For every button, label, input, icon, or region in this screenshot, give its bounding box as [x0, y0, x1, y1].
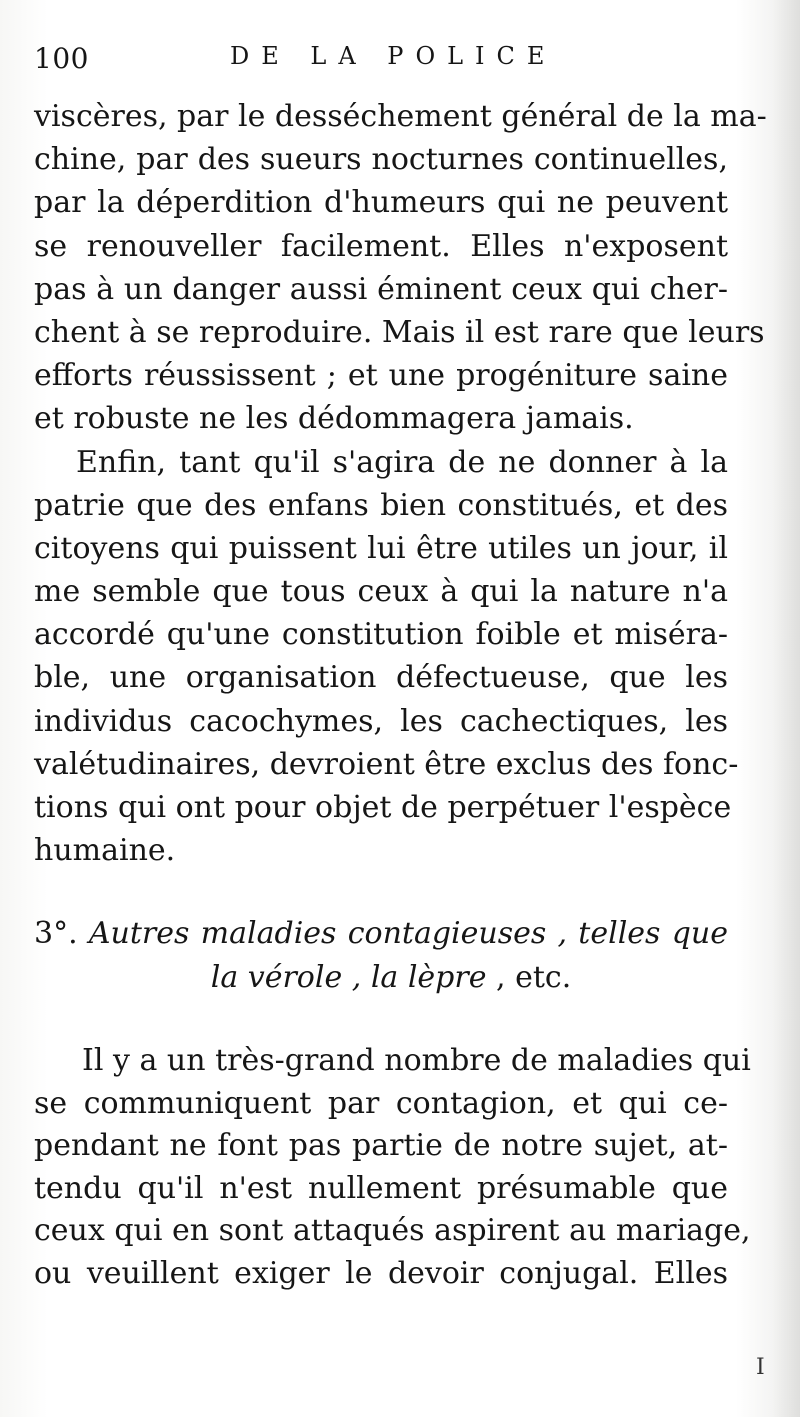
text-line: Enfin, tant qu'il s'agira de ne donner à la — [76, 444, 728, 480]
section-title-italic: Autres maladies contagieuses , telles que — [88, 916, 728, 951]
main-text — [34, 95, 767, 872]
page-header — [34, 42, 734, 82]
text-line: et robuste ne les dédommagera jamais. — [34, 401, 634, 437]
text-line: patrie que des enfans bien constitués, et des — [34, 487, 728, 523]
text-line: pas à un danger aussi éminent ceux qui cher- — [34, 271, 728, 307]
paragraph-2 — [34, 441, 739, 873]
text-line: ceux qui en sont attaqués aspirent au mariage, — [34, 1213, 751, 1249]
text-line: humaine. — [34, 833, 176, 869]
text-line: citoyens qui puissent lui être utiles un jour, il — [34, 530, 728, 566]
section-heading — [34, 912, 728, 1000]
text-line: se renouveller facilement. Elles n'exposent — [34, 228, 728, 264]
text-line: tendu qu'il n'est nullement présumable que — [34, 1170, 728, 1206]
text-line: Il y a un très-grand nombre de maladies qui — [82, 1043, 751, 1078]
text-line: me semble que tous ceux à qui la nature n'a — [34, 574, 728, 610]
text-line: chine, par des sueurs nocturnes continuelles, — [34, 142, 728, 178]
paragraph-1 — [34, 95, 767, 441]
text-line: efforts réussissent ; et une progéniture saine — [34, 358, 728, 394]
text-line: se communiquent par contagion, et qui ce- — [34, 1085, 728, 1121]
text-line: accordé qu'une constitution foible et miséra- — [34, 617, 728, 653]
text-line: ou veuillent exiger le devoir conjugal. Elles — [34, 1255, 728, 1291]
section-title-italic-2: la vérole , la lèpre — [210, 960, 487, 995]
section-heading-line-2 — [34, 956, 728, 1000]
text-line: pendant ne font pas partie de notre sujet, at- — [34, 1128, 728, 1164]
text-line: valétudinaires, devroient être exclus des fonc- — [34, 746, 739, 782]
page-number: 100 — [34, 42, 89, 75]
running-head: DE LA POLICE — [230, 42, 557, 70]
text-line: individus cacochymes, les cachectiques, les — [34, 703, 728, 739]
text-line: ble, une organisation défectueuse, que les — [34, 660, 728, 696]
signature-mark: I — [756, 1355, 765, 1380]
section-title-tail: , etc. — [496, 960, 572, 995]
section-heading-line-1 — [34, 912, 728, 956]
paragraph-3 — [34, 1040, 751, 1296]
text-line: viscères, par le desséchement général de la ma- — [34, 99, 767, 134]
section-number: 3°. — [34, 916, 78, 951]
page-edge-shadow — [772, 0, 800, 1417]
text-line: tions qui ont pour objet de perpétuer l'espèce — [34, 790, 732, 825]
text-line: par la déperdition d'humeurs qui ne peuvent — [34, 185, 728, 221]
text-line: chent à se reproduire. Mais il est rare que leurs — [34, 314, 765, 350]
